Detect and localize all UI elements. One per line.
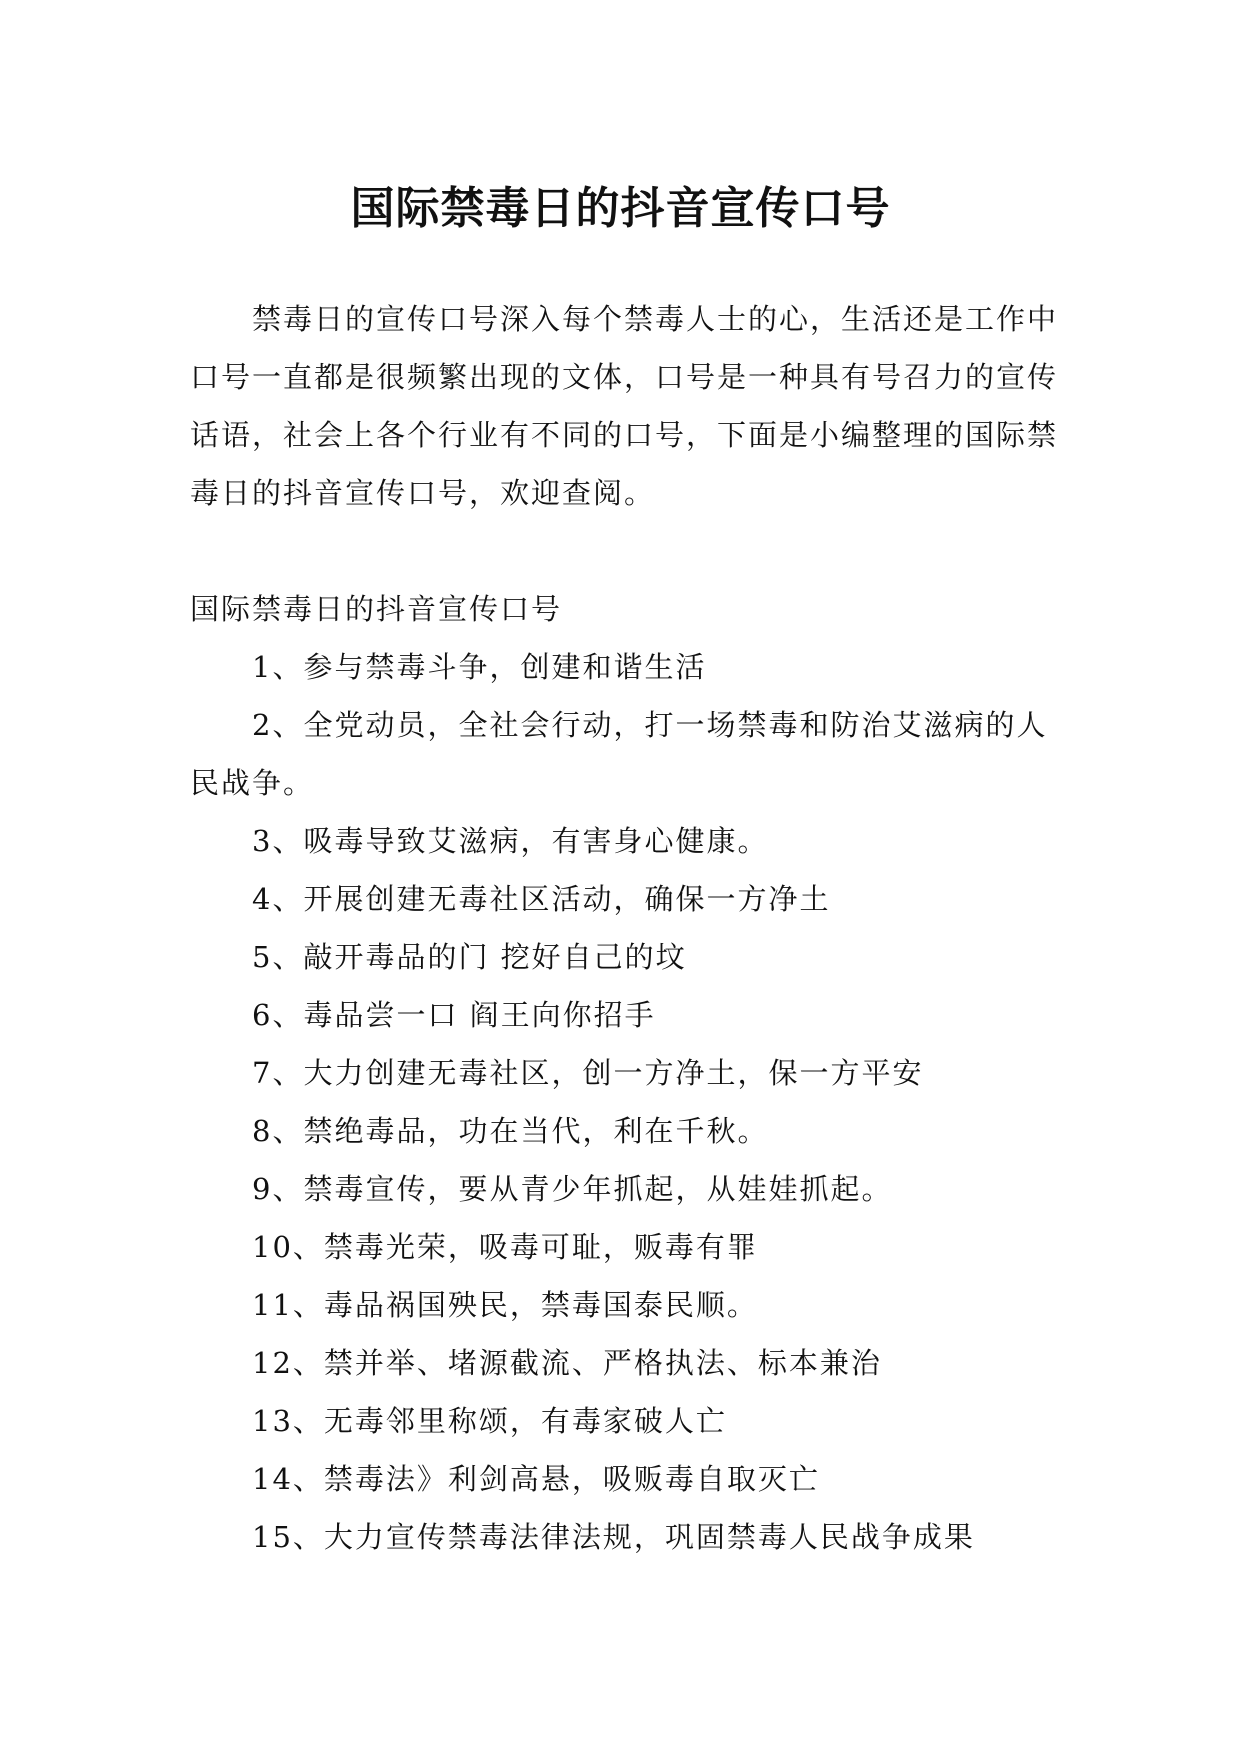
slogan-item: 12、禁并举、堵源截流、严格执法、标本兼治 [252, 1346, 882, 1380]
intro-paragraph: 禁毒日的宣传口号深入每个禁毒人士的心，生活还是工作中口号一直都是很频繁出现的文体，口号是一种具有号召力的宣传话语，社会上各个行业有不同的口号，下面是小编整理的国际禁毒日的抖音宣传口号，欢迎查阅。 [190, 302, 1059, 510]
section-heading: 国际禁毒日的抖音宣传口号 [190, 592, 563, 626]
document-title: 国际禁毒日的抖音宣传口号 [350, 183, 891, 235]
slogan-item: 9、禁毒宣传，要从青少年抓起，从娃娃抓起。 [252, 1172, 893, 1206]
slogan-item: 10、禁毒光荣，吸毒可耻，贩毒有罪 [252, 1230, 758, 1264]
slogan-item: 3、吸毒导致艾滋病，有害身心健康。 [252, 824, 769, 858]
slogan-item: 4、开展创建无毒社区活动，确保一方净土 [252, 882, 831, 916]
slogan-item: 6、毒品尝一口 阎王向你招手 [252, 998, 656, 1032]
slogan-item: 8、禁绝毒品，功在当代，利在千秋。 [252, 1114, 769, 1148]
slogan-item: 5、敲开毒品的门 挖好自己的坟 [252, 940, 687, 974]
slogan-item: 11、毒品祸国殃民，禁毒国泰民顺。 [252, 1288, 758, 1322]
slogan-item: 2、全党动员，全社会行动，打一场禁毒和防治艾滋病的人民战争。 [190, 708, 1048, 800]
slogan-item: 14、禁毒法》利剑高悬，吸贩毒自取灭亡 [252, 1462, 820, 1496]
slogan-list [190, 638, 1060, 1566]
slogan-item: 15、大力宣传禁毒法律法规，巩固禁毒人民战争成果 [252, 1520, 975, 1554]
slogan-item: 7、大力创建无毒社区，创一方净土，保一方平安 [252, 1056, 924, 1090]
slogan-item: 1、参与禁毒斗争，创建和谐生活 [252, 650, 707, 684]
slogan-item: 13、无毒邻里称颂，有毒家破人亡 [252, 1404, 727, 1438]
